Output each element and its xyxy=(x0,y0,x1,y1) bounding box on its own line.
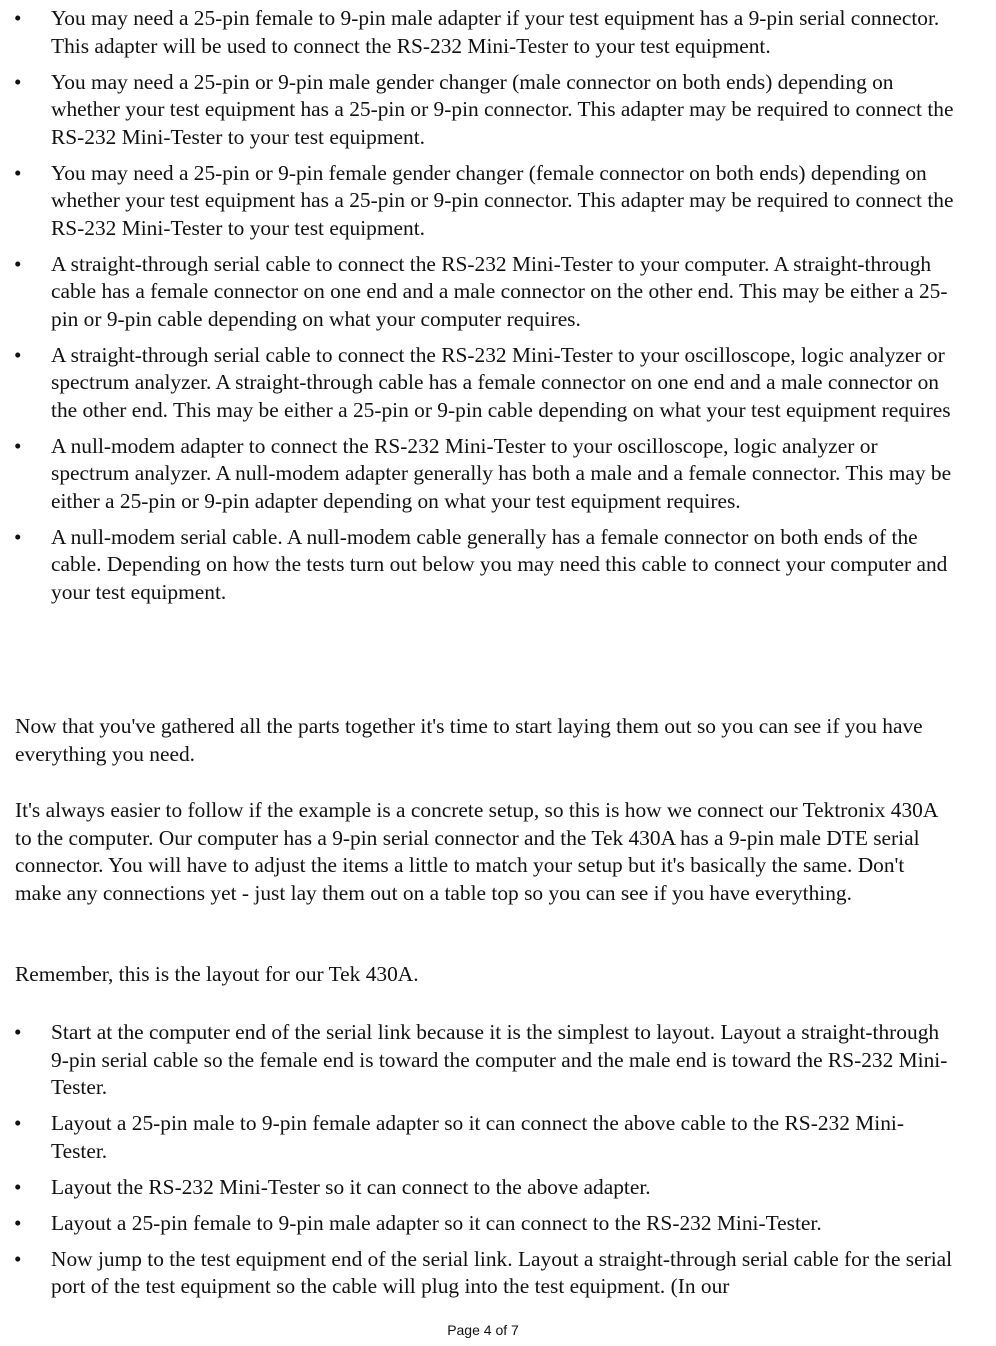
list-item xyxy=(0,5,960,60)
list-item xyxy=(0,69,960,152)
paragraph-concrete-setup: It's always easier to follow if the example is a concrete setup, so this is how we connect our Tektronix 430A to the computer. Our computer has a 9-pin serial connector and the Tek 430A has a 9-pin male DTE serial connector. You will have to adjust the items a little to match your setup but it's basically the same. Don't make any connections yet - just lay them out on a table top so you can see if you have everything. xyxy=(15,798,938,905)
list-item-text: Start at the computer end of the serial link because it is the simplest to layout. Layout a straight-through 9-pin serial cable so the female end is toward the computer and the male end is toward the RS-232 Mini-Tester. xyxy=(51,1020,948,1099)
bullet-icon: • xyxy=(14,251,22,276)
bullet-icon: • xyxy=(14,1246,22,1271)
bullet-icon: • xyxy=(14,342,22,367)
list-item xyxy=(0,524,960,607)
list-item xyxy=(0,1019,960,1102)
bullet-icon: • xyxy=(14,160,22,185)
list-item-text: A straight-through serial cable to connect the RS-232 Mini-Tester to your computer. A straight-through cable has a female connector on one end and a male connector on the other end. This may be either a 25-pin or 9-pin cable depending on what your computer requires. xyxy=(51,251,948,331)
bullet-icon: • xyxy=(14,1020,22,1044)
list-item-text: You may need a 25-pin or 9-pin male gender changer (male connector on both ends) depending on whether your test equipment has a 25-pin or 9-pin connector. This adapter may be required to connect the RS-232 Mini-Tester to your test equipment. xyxy=(51,69,954,149)
list-item-text: A null-modem serial cable. A null-modem cable generally has a female connector on both ends of the cable. Depending on how the tests turn out below you may need this cable to connect your computer and your test equipment. xyxy=(51,524,948,604)
list-item xyxy=(0,160,960,243)
bullet-icon: • xyxy=(14,1174,22,1199)
bullet-icon: • xyxy=(14,1210,22,1235)
list-item xyxy=(0,342,960,425)
equipment-list xyxy=(0,5,960,615)
list-item xyxy=(0,251,960,334)
bullet-icon: • xyxy=(14,6,22,30)
list-item xyxy=(0,1110,960,1165)
list-item-text: Layout the RS-232 Mini-Tester so it can connect to the above adapter. xyxy=(51,1174,651,1199)
list-item xyxy=(0,1246,960,1301)
bullet-icon: • xyxy=(14,69,22,94)
bullet-icon: • xyxy=(14,433,22,458)
list-item xyxy=(0,1210,960,1238)
bullet-icon: • xyxy=(14,1111,22,1135)
list-item-text: Now jump to the test equipment end of the serial link. Layout a straight-through serial cable for the serial port of the test equipment so the cable will plug into the test equipment. (In our xyxy=(51,1246,953,1298)
list-item xyxy=(0,1174,960,1202)
page-number-footer: Page 4 of 7 xyxy=(447,1322,519,1338)
layout-steps-list xyxy=(0,1019,960,1309)
list-item-text: You may need a 25-pin or 9-pin female gender changer (female connector on both ends) depending on whether your test equipment has a 25-pin or 9-pin connector. This adapter may be required to connect the RS-232 Mini-Tester to your test equipment. xyxy=(51,160,954,240)
list-item-text: You may need a 25-pin female to 9-pin male adapter if your test equipment has a 9-pin serial connector. This adapter will be used to connect the RS-232 Mini-Tester to your test equipment. xyxy=(51,6,940,58)
paragraph-layout-note: Remember, this is the layout for our Tek 430A. xyxy=(15,962,419,986)
list-item-text: Layout a 25-pin male to 9-pin female adapter so it can connect the above cable to the RS-232 Mini-Tester. xyxy=(51,1111,904,1163)
paragraph-parts-gathered: Now that you've gathered all the parts together it's time to start laying them out so you can see if you have everything you need. xyxy=(15,714,923,766)
list-item-text: A null-modem adapter to connect the RS-232 Mini-Tester to your oscilloscope, logic analyzer or spectrum analyzer. A null-modem adapter generally has both a male and a female connector. This may be either a 25-pin or 9-pin adapter depending on what your test equipment requires. xyxy=(51,433,952,513)
list-item-text: Layout a 25-pin female to 9-pin male adapter so it can connect to the RS-232 Mini-Tester. xyxy=(51,1210,822,1235)
list-item xyxy=(0,433,960,516)
bullet-icon: • xyxy=(14,524,22,549)
list-item-text: A straight-through serial cable to connect the RS-232 Mini-Tester to your oscilloscope, logic analyzer or spectrum analyzer. A straight-through cable has a female connector on one end and a male connector on the other end. This may be either a 25-pin or 9-pin cable depending on what your test equipment requires xyxy=(51,342,951,422)
